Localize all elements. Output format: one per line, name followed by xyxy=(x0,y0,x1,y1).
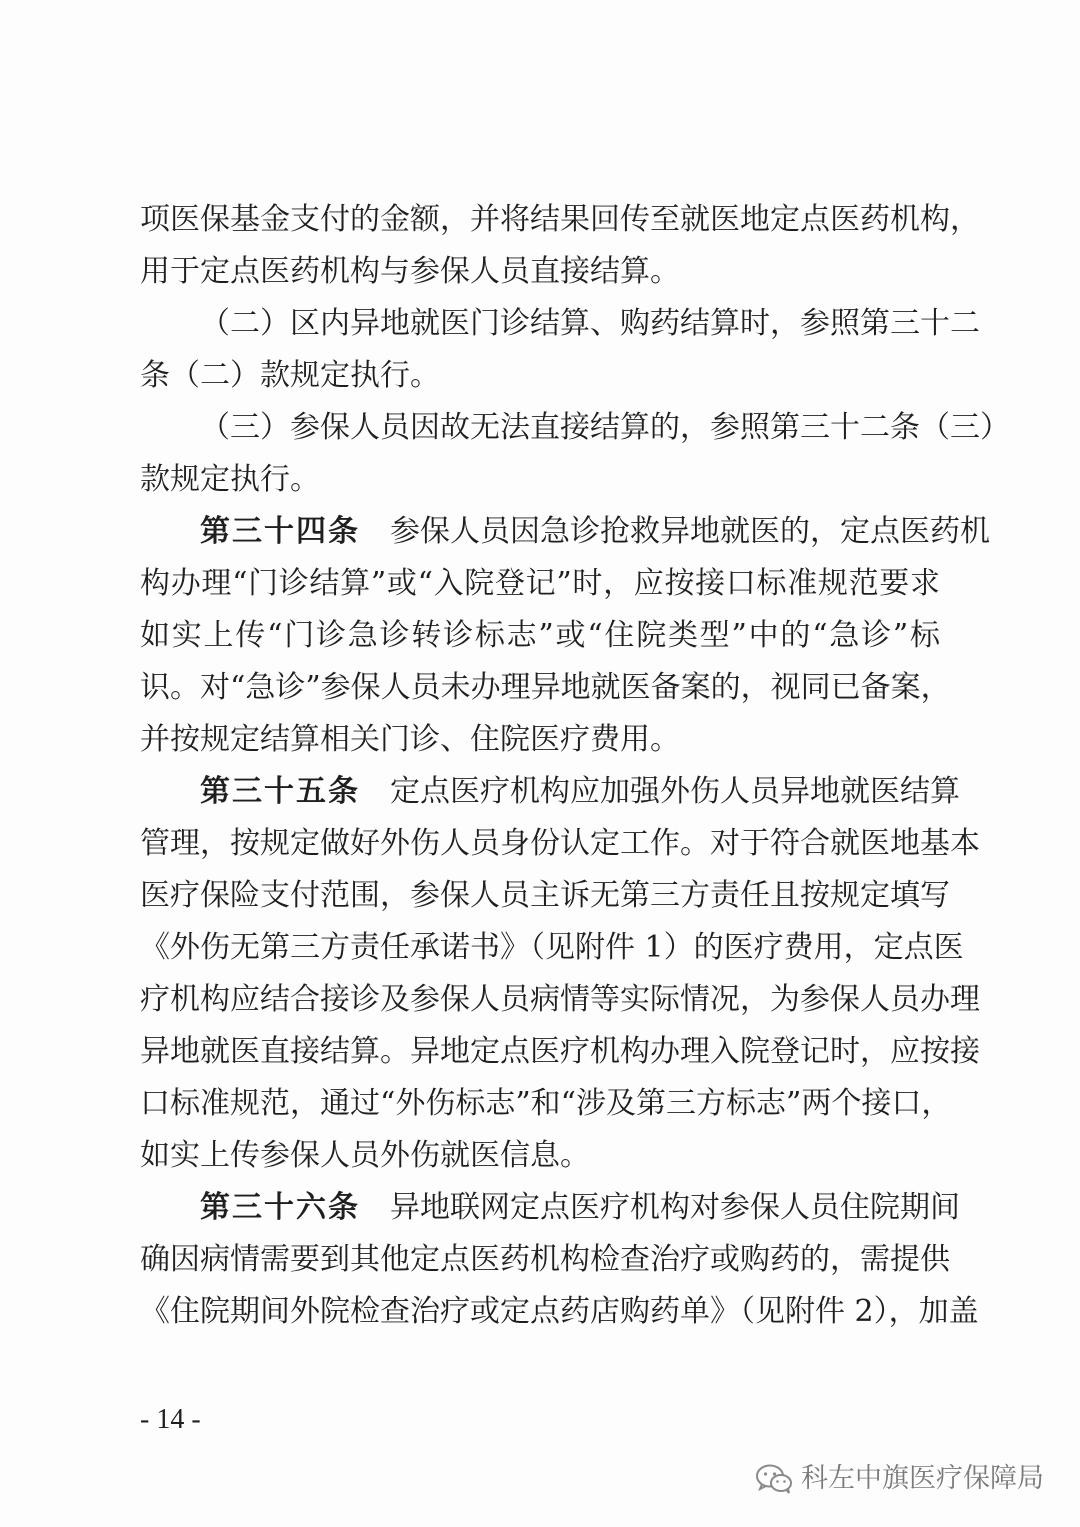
watermark xyxy=(755,1461,1044,1497)
paragraph-line: 医疗保险支付范围，参保人员主诉无第三方责任且按规定填写 xyxy=(140,878,950,913)
watermark-text: 科左中旗医疗保障局 xyxy=(801,1463,1044,1494)
paragraph-line: 项医保基金支付的金额，并将结果回传至就医地定点医药机构， xyxy=(140,202,980,237)
article-text: 异地联网定点医疗机构对参保人员住院期间 xyxy=(390,1190,960,1225)
article-text: 参保人员因急诊抢救异地就医的，定点医药机 xyxy=(390,514,990,549)
paragraph-line: 构办理“门诊结算”或“入院登记”时，应按接口标准规范要求 xyxy=(140,566,940,601)
paragraph-line: 管理，按规定做好外伤人员身份认定工作。对于符合就医地基本 xyxy=(140,826,980,861)
article-line xyxy=(200,512,990,552)
paragraph-line: 如实上传“门诊急诊转诊标志”或“住院类型”中的“急诊”标 xyxy=(140,618,940,653)
paragraph-line: 《住院期间外院检查治疗或定点药店购药单》（见附件 2），加盖 xyxy=(140,1294,979,1329)
article-heading: 第三十四条 xyxy=(200,514,360,549)
paragraph-line: 疗机构应结合接诊及参保人员病情等实际情况，为参保人员办理 xyxy=(140,982,980,1017)
paragraph-line: 用于定点医药机构与参保人员直接结算。 xyxy=(140,254,680,289)
paragraph-line: 条（二）款规定执行。 xyxy=(140,358,440,393)
paragraph-line: 款规定执行。 xyxy=(140,462,320,497)
paragraph-line: 《外伤无第三方责任承诺书》（见附件 1）的医疗费用，定点医 xyxy=(140,930,964,965)
article-text: 定点医疗机构应加强外伤人员异地就医结算 xyxy=(390,774,960,809)
paragraph-line: 如实上传参保人员外伤就医信息。 xyxy=(140,1138,590,1173)
paragraph-line: 异地就医直接结算。异地定点医疗机构办理入院登记时，应按接 xyxy=(140,1034,980,1069)
article-line xyxy=(200,1188,960,1228)
paragraph-line: 识。对“急诊”参保人员未办理异地就医备案的，视同已备案， xyxy=(140,670,951,705)
article-line xyxy=(200,772,960,812)
article-heading: 第三十六条 xyxy=(200,1190,360,1225)
paragraph-line: 并按规定结算相关门诊、住院医疗费用。 xyxy=(140,722,680,757)
wechat-icon xyxy=(755,1463,793,1495)
paragraph-line: 确因病情需要到其他定点医药机构检查治疗或购药的，需提供 xyxy=(140,1242,950,1277)
page-number: - 14 - xyxy=(140,1404,201,1435)
paragraph-line: （二）区内异地就医门诊结算、购药结算时，参照第三十二 xyxy=(200,306,980,341)
article-heading: 第三十五条 xyxy=(200,774,360,809)
paragraph-line: 口标准规范，通过“外伤标志”和“涉及第三方标志”两个接口， xyxy=(140,1086,952,1121)
paragraph-line: （三）参保人员因故无法直接结算的，参照第三十二条（三） xyxy=(200,410,1010,445)
